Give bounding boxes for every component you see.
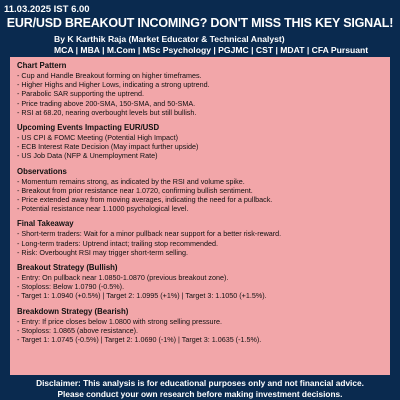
section-title: Breakdown Strategy (Bearish) xyxy=(17,306,129,316)
author-block xyxy=(54,34,368,56)
section-final-takeaway xyxy=(17,219,383,257)
section-observations xyxy=(17,167,383,214)
list-item: - Target 1: 1.0745 (-0.5%) | Target 2: 1.0690 (-1%) | Target 3: 1.0635 (-1.5%). xyxy=(17,335,262,345)
list-item: - Price extended away from moving averages, indicating the need for a pullback. xyxy=(17,195,273,205)
list-item: - Short-term traders: Wait for a minor pullback near support for a better risk-reward. xyxy=(17,229,282,239)
list-item: - Entry: If price closes below 1.0800 with strong selling pressure. xyxy=(17,316,222,326)
section-chart-pattern xyxy=(17,61,383,117)
section-title: Chart Pattern xyxy=(17,61,67,70)
list-item: - US Job Data (NFP & Unemployment Rate) xyxy=(17,151,158,161)
list-item: - Stoploss: Below 1.0790 (-0.5%). xyxy=(17,282,125,292)
analysis-panel xyxy=(10,57,390,375)
section-title: Observations xyxy=(17,166,67,176)
list-item: - Stoploss: 1.0865 (above resistance). xyxy=(17,325,139,335)
list-item: - Price trading above 200-SMA, 150-SMA, and 50-SMA. xyxy=(17,98,196,108)
list-item: - ECB Interest Rate Decision (May impact further upside) xyxy=(17,142,199,152)
list-item: - Cup and Handle Breakout forming on higher timeframes. xyxy=(17,71,202,80)
list-item: - Entry: On pullback near 1.0850-1.0870 (previous breakout zone). xyxy=(17,273,229,283)
section-title: Upcoming Events Impacting EUR/USD xyxy=(17,123,160,133)
list-item: - Parabolic SAR supporting the uptrend. xyxy=(17,89,145,99)
list-item: - Breakout from prior resistance near 1.0720, confirming bullish sentiment. xyxy=(17,185,253,195)
section-title: Final Takeaway xyxy=(17,219,74,229)
list-item: - Long-term traders: Uptrend intact; trailing stop recommended. xyxy=(17,238,218,248)
section-bearish-strategy xyxy=(17,307,383,345)
section-bullish-strategy xyxy=(17,263,383,301)
disclaimer-line: Please conduct your own research before making investment decisions. xyxy=(57,389,343,399)
list-item: - Momentum remains strong, as indicated by the RSI and volume spike. xyxy=(17,176,245,186)
post-date: 11.03.2025 IST 6.00 xyxy=(4,4,90,15)
disclaimer-line: Disclaimer: This analysis is for educational purposes only and not financial advice. xyxy=(36,378,364,388)
section-title: Breakout Strategy (Bullish) xyxy=(17,263,118,273)
disclaimer xyxy=(0,378,400,400)
list-item: - US CPI & FOMC Meeting (Potential High Impact) xyxy=(17,133,178,143)
author-name: By K Karthik Raja (Market Educator & Technical Analyst) xyxy=(54,34,285,44)
list-item: - Target 1: 1.0940 (+0.5%) | Target 2: 1.0995 (+1%) | Target 3: 1.1050 (+1.5%). xyxy=(17,291,267,301)
list-item: - Potential resistance near 1.1000 psychological level. xyxy=(17,204,189,214)
list-item: - Risk: Overbought RSI may trigger short-term selling. xyxy=(17,247,188,257)
page-title: EUR/USD BREAKOUT INCOMING? DON'T MISS THIS KEY SIGNAL! xyxy=(6,16,394,30)
list-item: - Higher Highs and Higher Lows, indicating a strong uptrend. xyxy=(17,80,210,90)
author-credentials: MCA | MBA | M.Com | MSc Psychology | PGJMC | CST | MDAT | CFA Pursuant xyxy=(54,45,369,55)
list-item: - RSI at 68.20, nearing overbought levels but still bullish. xyxy=(17,107,197,117)
section-upcoming-events xyxy=(17,123,383,161)
